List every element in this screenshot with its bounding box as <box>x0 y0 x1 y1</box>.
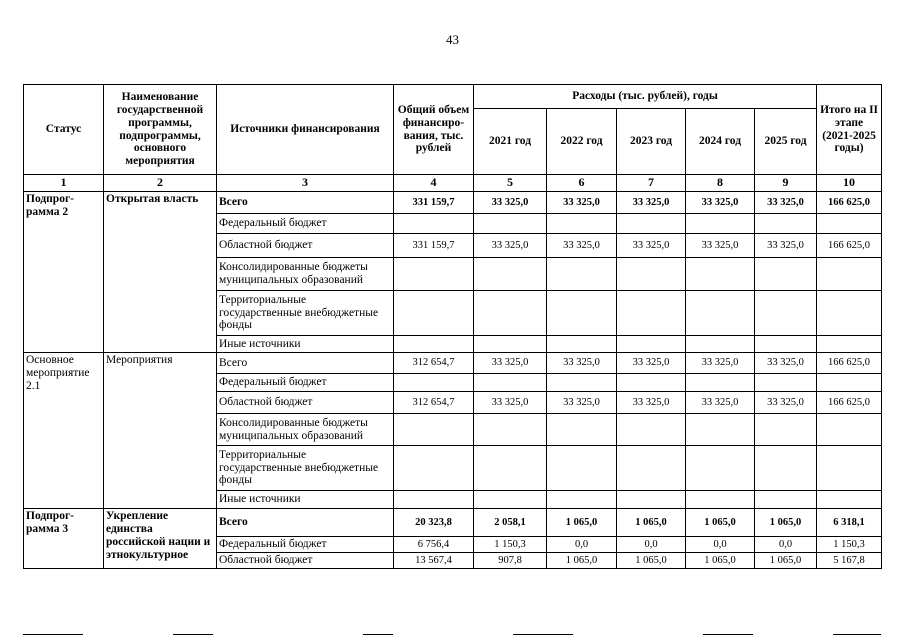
table-row <box>24 192 882 214</box>
row-value <box>755 491 817 509</box>
row-value: 33 325,0 <box>686 353 755 374</box>
row-value: 1 150,3 <box>474 537 547 553</box>
row-value <box>394 336 474 353</box>
row-value: 33 325,0 <box>755 392 817 414</box>
row-value: 6 756,4 <box>394 537 474 553</box>
row-value <box>547 374 617 392</box>
row-value <box>817 291 882 336</box>
row-value: 33 325,0 <box>617 234 686 258</box>
row-value <box>755 336 817 353</box>
row-value <box>394 291 474 336</box>
row-value: 33 325,0 <box>474 353 547 374</box>
row-value <box>617 291 686 336</box>
row-value <box>474 336 547 353</box>
row-value: 1 065,0 <box>686 553 755 569</box>
row-value <box>686 336 755 353</box>
row-source: Федеральный бюджет <box>217 374 394 392</box>
column-number-row <box>24 175 882 192</box>
row-value <box>686 374 755 392</box>
row-value <box>547 491 617 509</box>
row-value: 1 065,0 <box>547 553 617 569</box>
row-value <box>686 258 755 291</box>
row-value: 33 325,0 <box>547 392 617 414</box>
row-value: 0,0 <box>686 537 755 553</box>
row-value: 1 065,0 <box>755 553 817 569</box>
row-value <box>686 446 755 491</box>
row-value <box>474 374 547 392</box>
row-value <box>817 258 882 291</box>
row-value <box>755 446 817 491</box>
row-value: 33 325,0 <box>755 192 817 214</box>
row-value: 33 325,0 <box>686 392 755 414</box>
page-number: 43 <box>446 32 459 47</box>
row-value <box>474 446 547 491</box>
row-program-name: Открытая власть <box>104 192 217 353</box>
row-source: Областной бюджет <box>217 234 394 258</box>
budget-table <box>23 84 882 569</box>
row-value <box>474 491 547 509</box>
row-value <box>817 336 882 353</box>
row-source: Консолидированные бюджеты муниципальных образований <box>217 258 394 291</box>
row-value: 907,8 <box>474 553 547 569</box>
row-source: Всего <box>217 192 394 214</box>
row-value <box>817 214 882 234</box>
row-source: Иные источники <box>217 336 394 353</box>
table-row <box>24 353 882 374</box>
column-number: 9 <box>755 175 817 192</box>
row-value <box>474 291 547 336</box>
row-source: Консолидированные бюджеты муниципальных образований <box>217 414 394 446</box>
header-stage-total: Итого на II этапе (2021-2025 годы) <box>817 85 882 175</box>
row-value <box>617 336 686 353</box>
row-source: Территориальные государственные внебюджетные фонды <box>217 446 394 491</box>
row-value: 33 325,0 <box>617 392 686 414</box>
row-value <box>617 258 686 291</box>
row-value: 312 654,7 <box>394 353 474 374</box>
row-value <box>755 374 817 392</box>
row-source: Областной бюджет <box>217 392 394 414</box>
row-value <box>547 258 617 291</box>
row-value <box>686 414 755 446</box>
header-sources: Источники финансирования <box>217 85 394 175</box>
row-value: 33 325,0 <box>755 234 817 258</box>
row-value: 6 318,1 <box>817 509 882 537</box>
row-source: Всего <box>217 509 394 537</box>
row-value <box>755 258 817 291</box>
row-value: 166 625,0 <box>817 353 882 374</box>
row-value <box>617 374 686 392</box>
column-number: 10 <box>817 175 882 192</box>
row-value <box>617 491 686 509</box>
column-number: 2 <box>104 175 217 192</box>
header-total: Общий объем финансиро-вания, тыс. рублей <box>394 85 474 175</box>
row-value: 33 325,0 <box>547 353 617 374</box>
row-status: Подпрог-рамма 2 <box>24 192 104 353</box>
row-value: 331 159,7 <box>394 192 474 214</box>
row-value <box>394 258 474 291</box>
row-value: 166 625,0 <box>817 192 882 214</box>
row-value <box>755 414 817 446</box>
row-value: 166 625,0 <box>817 234 882 258</box>
row-value: 1 065,0 <box>755 509 817 537</box>
row-value: 33 325,0 <box>686 192 755 214</box>
header-year: 2021 год <box>474 109 547 175</box>
row-status: Подпрог-рамма 3 <box>24 509 104 569</box>
row-value: 1 150,3 <box>817 537 882 553</box>
row-value <box>617 414 686 446</box>
row-value: 33 325,0 <box>474 392 547 414</box>
table-row <box>24 509 882 537</box>
row-value: 33 325,0 <box>617 353 686 374</box>
header-expenses: Расходы (тыс. рублей), годы <box>474 85 817 109</box>
header-year: 2025 год <box>755 109 817 175</box>
column-number: 5 <box>474 175 547 192</box>
row-source: Областной бюджет <box>217 553 394 569</box>
row-value: 33 325,0 <box>547 234 617 258</box>
row-value <box>394 446 474 491</box>
row-value: 33 325,0 <box>686 234 755 258</box>
row-value <box>394 214 474 234</box>
row-value <box>755 291 817 336</box>
row-source: Федеральный бюджет <box>217 214 394 234</box>
row-value <box>547 446 617 491</box>
row-value: 331 159,7 <box>394 234 474 258</box>
header-year: 2022 год <box>547 109 617 175</box>
row-source: Федеральный бюджет <box>217 537 394 553</box>
row-value: 2 058,1 <box>474 509 547 537</box>
column-number: 8 <box>686 175 755 192</box>
row-value <box>474 414 547 446</box>
row-value <box>547 214 617 234</box>
row-value <box>394 374 474 392</box>
row-value: 1 065,0 <box>617 553 686 569</box>
page-bottom-edge <box>23 634 881 636</box>
header-name: Наименование государственной программы, подпрограммы, основного мероприятия <box>104 85 217 175</box>
row-source: Всего <box>217 353 394 374</box>
row-value <box>817 374 882 392</box>
row-value: 5 167,8 <box>817 553 882 569</box>
row-value <box>686 491 755 509</box>
table-body <box>24 192 882 569</box>
row-value: 1 065,0 <box>547 509 617 537</box>
row-value: 0,0 <box>755 537 817 553</box>
column-number: 7 <box>617 175 686 192</box>
row-value <box>686 291 755 336</box>
row-value <box>817 491 882 509</box>
header-status: Статус <box>24 85 104 175</box>
header-year: 2024 год <box>686 109 755 175</box>
row-value: 33 325,0 <box>755 353 817 374</box>
row-value <box>617 214 686 234</box>
row-value: 33 325,0 <box>474 192 547 214</box>
row-status: Основное мероприятие 2.1 <box>24 353 104 509</box>
row-value <box>474 214 547 234</box>
column-number: 6 <box>547 175 617 192</box>
row-value: 20 323,8 <box>394 509 474 537</box>
row-value <box>817 446 882 491</box>
row-value <box>755 214 817 234</box>
row-value: 13 567,4 <box>394 553 474 569</box>
row-value <box>394 414 474 446</box>
row-value: 33 325,0 <box>547 192 617 214</box>
column-number: 3 <box>217 175 394 192</box>
row-value <box>817 414 882 446</box>
row-value <box>547 336 617 353</box>
row-program-name: Укрепление единства российской нации и этнокультурное <box>104 509 217 569</box>
column-number: 4 <box>394 175 474 192</box>
row-value: 33 325,0 <box>474 234 547 258</box>
row-value: 0,0 <box>617 537 686 553</box>
row-value <box>686 214 755 234</box>
row-value <box>547 414 617 446</box>
header-year: 2023 год <box>617 109 686 175</box>
row-value: 312 654,7 <box>394 392 474 414</box>
row-program-name: Мероприятия <box>104 353 217 509</box>
row-value <box>547 291 617 336</box>
column-number: 1 <box>24 175 104 192</box>
row-value <box>474 258 547 291</box>
row-value: 33 325,0 <box>617 192 686 214</box>
row-value <box>394 491 474 509</box>
row-value: 0,0 <box>547 537 617 553</box>
row-value: 166 625,0 <box>817 392 882 414</box>
row-value <box>617 446 686 491</box>
row-value: 1 065,0 <box>617 509 686 537</box>
row-value: 1 065,0 <box>686 509 755 537</box>
row-source: Территориальные государственные внебюджетные фонды <box>217 291 394 336</box>
row-source: Иные источники <box>217 491 394 509</box>
